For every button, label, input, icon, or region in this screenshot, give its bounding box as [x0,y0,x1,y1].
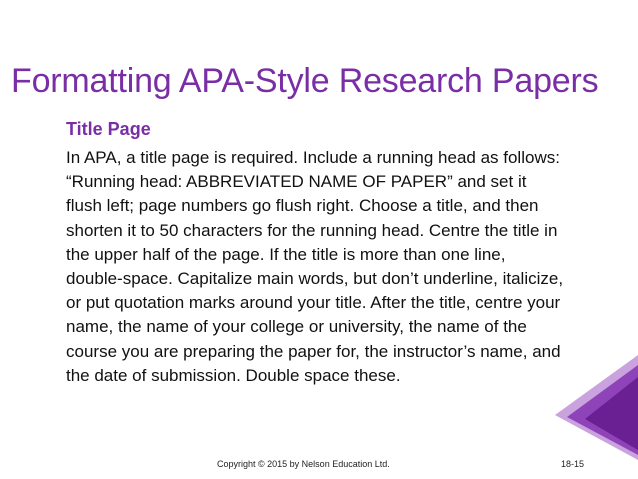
footer-page-number: 18-15 [561,459,585,469]
body-text: In APA, a title page is required. Include a running head as follows: “Running head: ABBREVIATED NAME OF PAPER” and set it flush left; page numbers go flush right. Choose a title, and then shorten it to 50 characters for the running head. Centre the title in the upper half of the page. If the title is more than one line, double-space. Capitalize main words, but don’t underline, italicize, or put quotation marks around your title. After the title, centre your name, the name of your college or university, the name of the course you are preparing the paper for, the instructor’s name, and the date of submission. Double space these. [66,148,564,385]
footer-copyright: Copyright © 2015 by Nelson Education Ltd. [217,459,390,469]
corner-decoration-shape [555,355,638,460]
section-heading: Title Page [66,119,151,139]
slide-title: Formatting APA-Style Research Papers [11,62,599,100]
